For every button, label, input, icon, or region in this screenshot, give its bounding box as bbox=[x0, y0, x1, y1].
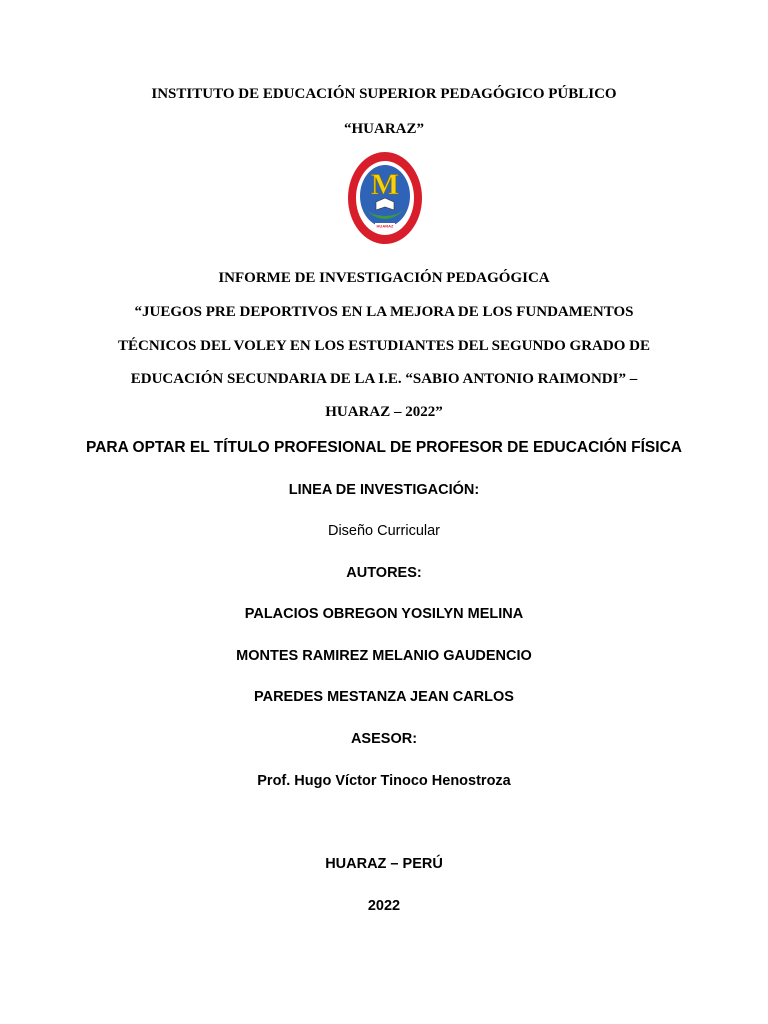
report-type: INFORME DE INVESTIGACIÓN PEDAGÓGICA bbox=[218, 270, 550, 286]
place: HUARAZ – PERÚ bbox=[325, 856, 443, 872]
authors-label: AUTORES: bbox=[346, 565, 422, 581]
institution-logo bbox=[346, 150, 424, 246]
research-line-label: LINEA DE INVESTIGACIÓN: bbox=[288, 482, 480, 498]
year: 2022 bbox=[367, 898, 401, 914]
institution-city: “HUARAZ” bbox=[343, 121, 424, 137]
report-title-line-2: TÉCNICOS DEL VOLEY EN LOS ESTUDIANTES DEL SEGUNDO GRADO DE bbox=[118, 338, 650, 354]
degree-statement: PARA OPTAR EL TÍTULO PROFESIONAL DE PROFESOR DE EDUCACIÓN FÍSICA bbox=[86, 439, 682, 456]
advisor-name: Prof. Hugo Víctor Tinoco Henostroza bbox=[257, 773, 511, 789]
author-name-1: PALACIOS OBREGON YOSILYN MELINA bbox=[244, 606, 524, 622]
logo-letter: M bbox=[370, 168, 400, 201]
report-title-line-3: EDUCACIÓN SECUNDARIA DE LA I.E. “SABIO ANTONIO RAIMONDI” – bbox=[130, 371, 638, 387]
institution-name: INSTITUTO DE EDUCACIÓN SUPERIOR PEDAGÓGICO PÚBLICO bbox=[151, 86, 617, 102]
author-name-3: PAREDES MESTANZA JEAN CARLOS bbox=[254, 689, 514, 705]
research-line-value: Diseño Curricular bbox=[327, 523, 440, 539]
author-name-2: MONTES RAMIREZ MELANIO GAUDENCIO bbox=[236, 648, 532, 664]
advisor-label: ASESOR: bbox=[350, 731, 418, 747]
report-title-line-1: “JUEGOS PRE DEPORTIVOS EN LA MEJORA DE LOS FUNDAMENTOS bbox=[134, 304, 634, 320]
report-title-line-4: HUARAZ – 2022” bbox=[325, 404, 443, 420]
logo-bottom-text: HUARAZ bbox=[376, 223, 394, 229]
